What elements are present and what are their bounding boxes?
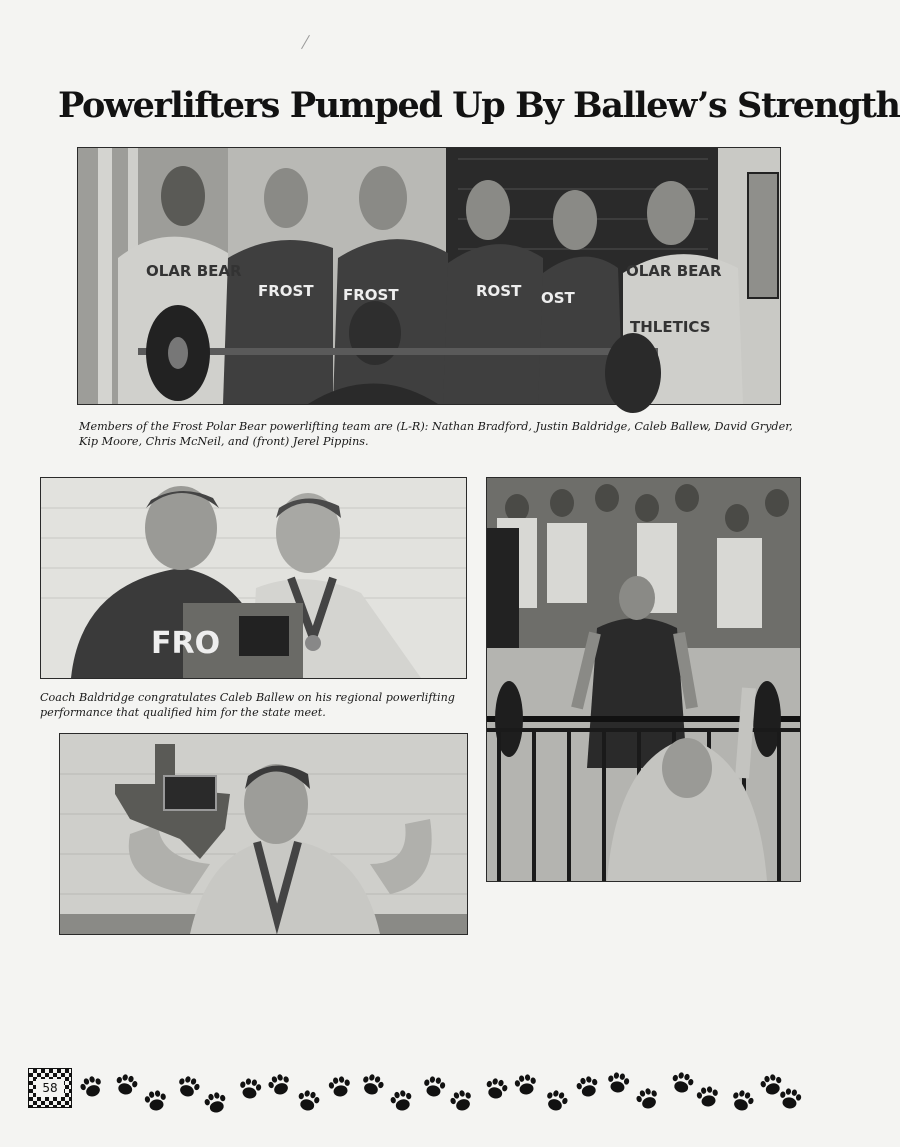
shirt-text: OST	[541, 289, 575, 307]
meet-photo	[486, 477, 801, 882]
paw-print-icon	[778, 1087, 802, 1110]
paw-print-icon	[389, 1088, 415, 1113]
shirt-text: FROST	[343, 286, 399, 304]
team-photo	[77, 147, 781, 405]
paw-print-icon	[422, 1075, 446, 1098]
paw-print-icon	[484, 1076, 510, 1101]
paw-print-icon	[634, 1086, 661, 1112]
paw-print-icon	[359, 1072, 386, 1098]
shirt-text: THLETICS	[630, 318, 711, 336]
paw-print-icon	[670, 1070, 696, 1095]
paw-print-icon	[328, 1075, 352, 1098]
paw-print-icon	[575, 1074, 601, 1099]
paw-print-border	[78, 1068, 800, 1116]
paw-print-icon	[606, 1071, 630, 1094]
paw-print-icon	[514, 1073, 538, 1096]
paw-print-icon	[175, 1074, 202, 1100]
shirt-text: OLAR BEAR	[626, 262, 722, 280]
paw-print-icon	[696, 1085, 720, 1108]
paw-print-icon	[78, 1074, 105, 1100]
paw-print-icon	[238, 1077, 262, 1100]
shirt-text: OLAR BEAR	[146, 262, 242, 280]
team-photo-caption: Members of the Frost Polar Bear powerlifting team are (L-R): Nathan Bradford, Justin Baldridge, Caleb Ballew, David Gryder, Kip Moore, Chris McNeil, and (front) Jerel Pippins.	[79, 420, 793, 448]
shirt-text: ROST	[476, 282, 522, 300]
paw-print-icon	[144, 1089, 168, 1112]
plaque-photo	[59, 733, 468, 935]
paw-print-icon	[266, 1072, 293, 1098]
page-number: 58	[36, 1079, 64, 1097]
paw-print-icon	[296, 1088, 322, 1113]
paw-print-icon	[114, 1072, 140, 1097]
paw-print-icon	[203, 1090, 229, 1115]
paw-print-icon	[729, 1088, 756, 1114]
shirt-text: FROST	[258, 282, 314, 300]
shirt-text: FRO	[151, 626, 221, 661]
paw-print-icon	[543, 1088, 570, 1114]
page-title: Powerlifters Pumped Up By Ballew’s Strength	[58, 85, 900, 126]
page-number-badge	[28, 1068, 72, 1108]
stray-mark	[301, 35, 310, 49]
coach-photo-caption: Coach Baldridge congratulates Caleb Ballew on his regional powerlifting performance that qualified him for the state meet.	[40, 691, 455, 719]
paw-print-icon	[448, 1088, 475, 1114]
coach-photo	[40, 477, 467, 679]
